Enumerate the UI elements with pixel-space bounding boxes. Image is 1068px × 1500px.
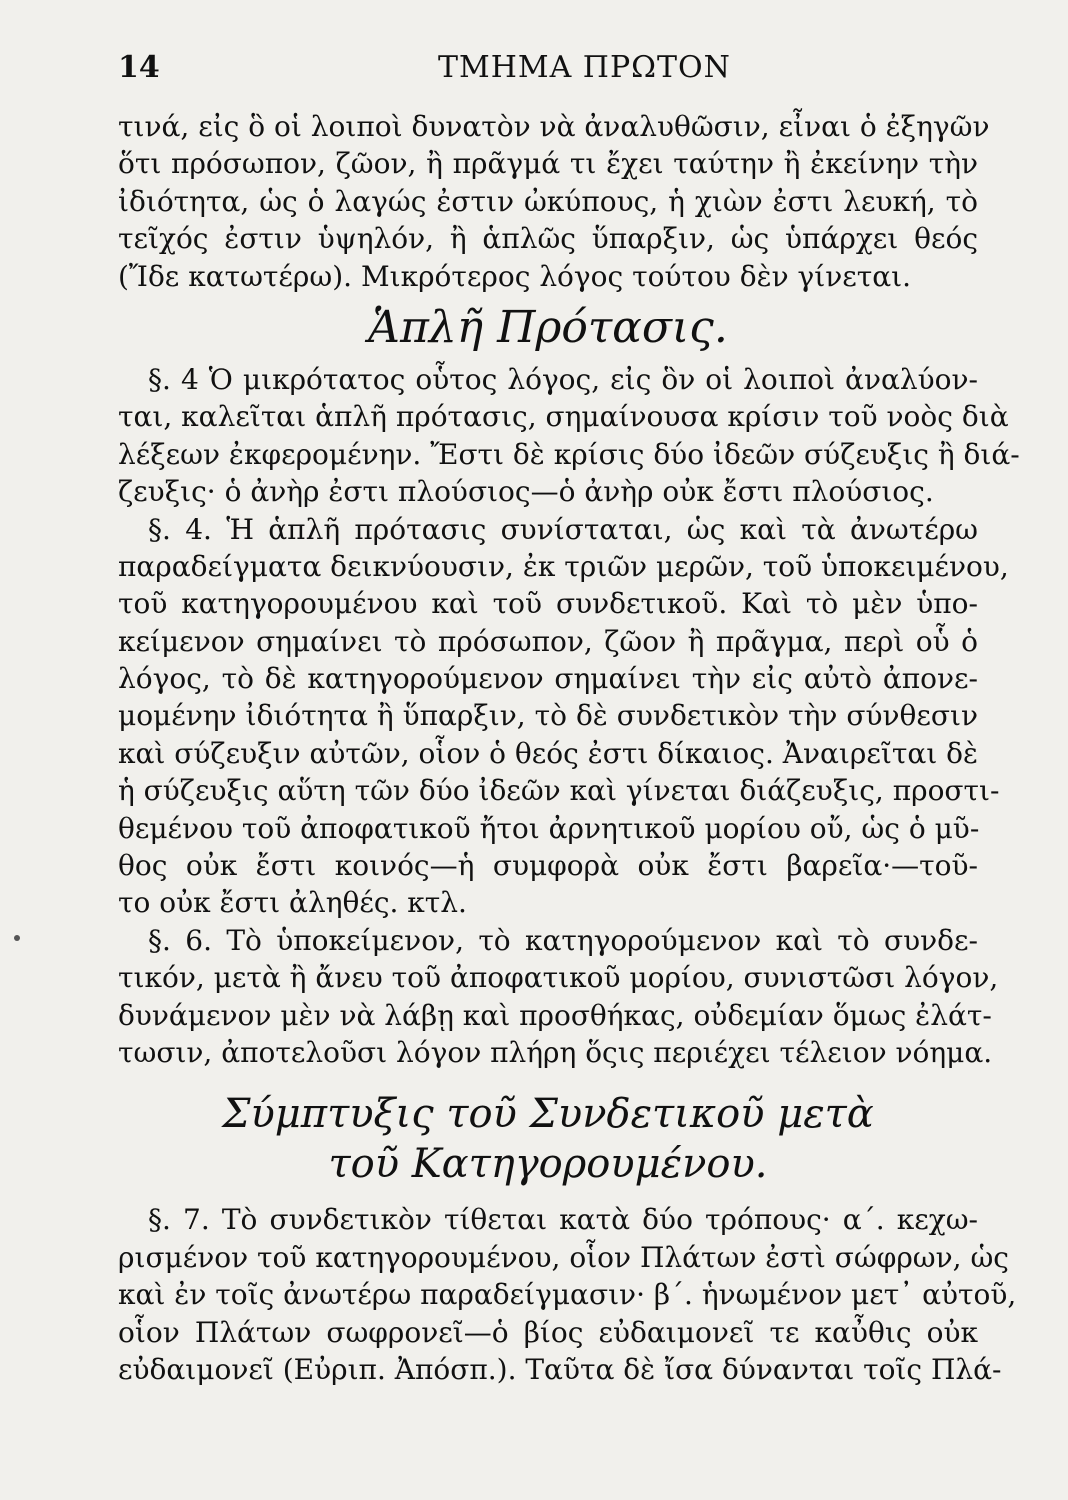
section-heading-contraction (118, 1089, 978, 1189)
text-line: ὅτι πρόσωπον, ζῶον, ἢ πρᾶγμά τι ἔχει ταύτην ἢ ἐκείνην τὴν (118, 147, 978, 181)
text-line: τινά, εἰς ὃ οἱ λοιποὶ δυνατὸν νὰ ἀναλυθῶσιν, εἶναι ὁ ἐξηγῶν (118, 110, 990, 143)
text-line: ρισμένον τοῦ κατηγορουμένου, οἷον Πλάτων ἐστὶ σώφρων, ὡς (118, 1240, 1009, 1274)
text-line: §. 4 Ὁ μικρότατος οὗτος λόγος, εἰς ὃν οἱ λοιποὶ ἀναλύον- (148, 362, 978, 396)
text-line: ζευξις· ὁ ἀνὴρ ἐστι πλούσιος—ὁ ἀνὴρ οὐκ ἔστι πλούσιος. (118, 475, 934, 509)
text-line: μομένην ἰδιότητα ἢ ὕπαρξιν, τὸ δὲ συνδετικὸν τὴν σύνθεσιν (118, 699, 978, 733)
text-line: παραδείγματα δεικνύουσιν, ἐκ τριῶν μερῶν, τοῦ ὑποκειμένου, (118, 549, 1009, 583)
text-line: λέξεων ἐκφερομένην. Ἔστι δὲ κρίσις δύο ἰδεῶν σύζευξις ἢ διά- (118, 437, 1020, 471)
running-head: ΤΜΗΜΑ ΠΡΩΤΟΝ (438, 50, 731, 85)
paragraph-section-6 (118, 922, 999, 1072)
text-line: δυνάμενον μὲν νὰ λάβῃ καὶ προσθήκας, οὐδεμίαν ὅμως ἐλάτ- (118, 998, 992, 1032)
text-line: οἷον Πλάτων σωφρονεῖ—ὁ βίος εὐδαιμονεῖ τε καὖθις οὐκ (118, 1315, 978, 1349)
section-heading-simple-proposition: Ἁπλῆ Πρότασις. (368, 301, 728, 353)
page-header (118, 50, 978, 94)
paragraph-section-4b (118, 511, 1009, 922)
paragraph-section-7 (118, 1201, 1017, 1388)
text-line: τικόν, μετὰ ἢ ἄνευ τοῦ ἀποφατικοῦ μορίου, συνιστῶσι λόγον, (118, 961, 999, 995)
text-line: §. 4. Ἡ ἁπλῆ πρότασις συνίσταται, ὡς καὶ τὰ ἀνωτέρω (148, 512, 978, 546)
text-line: κείμενον σημαίνει τὸ πρόσωπον, ζῶον ἢ πρᾶγμα, περὶ οὗ ὁ (118, 624, 978, 658)
margin-dot (14, 935, 20, 941)
text-line: εὐδαιμονεῖ (Εὐριπ. Ἀπόσπ.). Ταῦτα δὲ ἴσα δύνανται τοῖς Πλά- (118, 1352, 1002, 1386)
text-line: §. 7. Τὸ συνδετικὸν τίθεται κατὰ δύο τρόπους· α΄. κεχω- (148, 1203, 978, 1237)
paragraph-intro (118, 108, 990, 295)
text-line: ἰδιότητα, ὡς ὁ λαγώς ἐστιν ὠκύπους, ἡ χιὼν ἐστι λευκή, τὸ (118, 184, 978, 218)
text-line: τοῦ κατηγορουμένου καὶ τοῦ συνδετικοῦ. Καὶ τὸ μὲν ὑπο- (118, 587, 978, 621)
text-line: τωσιν, ἀποτελοῦσι λόγον πλήρη ὅςις περιέχει τέλειον νόημα. (118, 1035, 993, 1069)
text-line: ἡ σύζευξις αὕτη τῶν δύο ἰδεῶν καὶ γίνεται διάζευξις, προστι- (118, 774, 1000, 808)
spacer (118, 1071, 978, 1089)
heading-line: τοῦ Κατηγορουμένου. (328, 1141, 768, 1188)
text-line: καὶ ἐν τοῖς ἀνωτέρω παραδείγμασιν· β΄. ἡνωμένον μετ᾽ αὐτοῦ, (118, 1278, 1017, 1312)
text-line: λόγος, τὸ δὲ κατηγορούμενον σημαίνει τὴν εἰς αὐτὸ ἀπονε- (118, 662, 978, 696)
page-number: 14 (118, 50, 160, 85)
text-line: τεῖχός ἐστιν ὑψηλόν, ἢ ἁπλῶς ὕπαρξιν, ὡς ὑπάρχει θεός (118, 222, 978, 256)
heading-line: Σύμπτυξις τοῦ Συνδετικοῦ μετὰ (222, 1091, 874, 1138)
text-line: καὶ σύζευξιν αὐτῶν, οἷον ὁ θεός ἐστι δίκαιος. Ἀναιρεῖται δὲ (118, 736, 979, 770)
text-line: θεμένου τοῦ ἀποφατικοῦ ἤτοι ἀρνητικοῦ μορίου οὔ, ὡς ὁ μῦ- (118, 811, 980, 845)
text-line: (Ἴδε κατωτέρω). Μικρότερος λόγος τούτου δὲν γίνεται. (118, 259, 912, 293)
text-line: θος οὐκ ἔστι κοινός—ἡ συμφορὰ οὐκ ἔστι βαρεῖα·—τοῦ- (118, 849, 978, 883)
text-line: το οὐκ ἔστι ἀληθές. κτλ. (118, 886, 467, 920)
spacer (118, 1189, 978, 1201)
text-line: §. 6. Τὸ ὑποκείμενον, τὸ κατηγορούμενον καὶ τὸ συνδε- (148, 923, 978, 957)
text-line: ται, καλεῖται ἁπλῆ πρότασις, σημαίνουσα κρίσιν τοῦ νοὸς διὰ (118, 400, 1009, 434)
paragraph-section-4a (118, 361, 1020, 511)
